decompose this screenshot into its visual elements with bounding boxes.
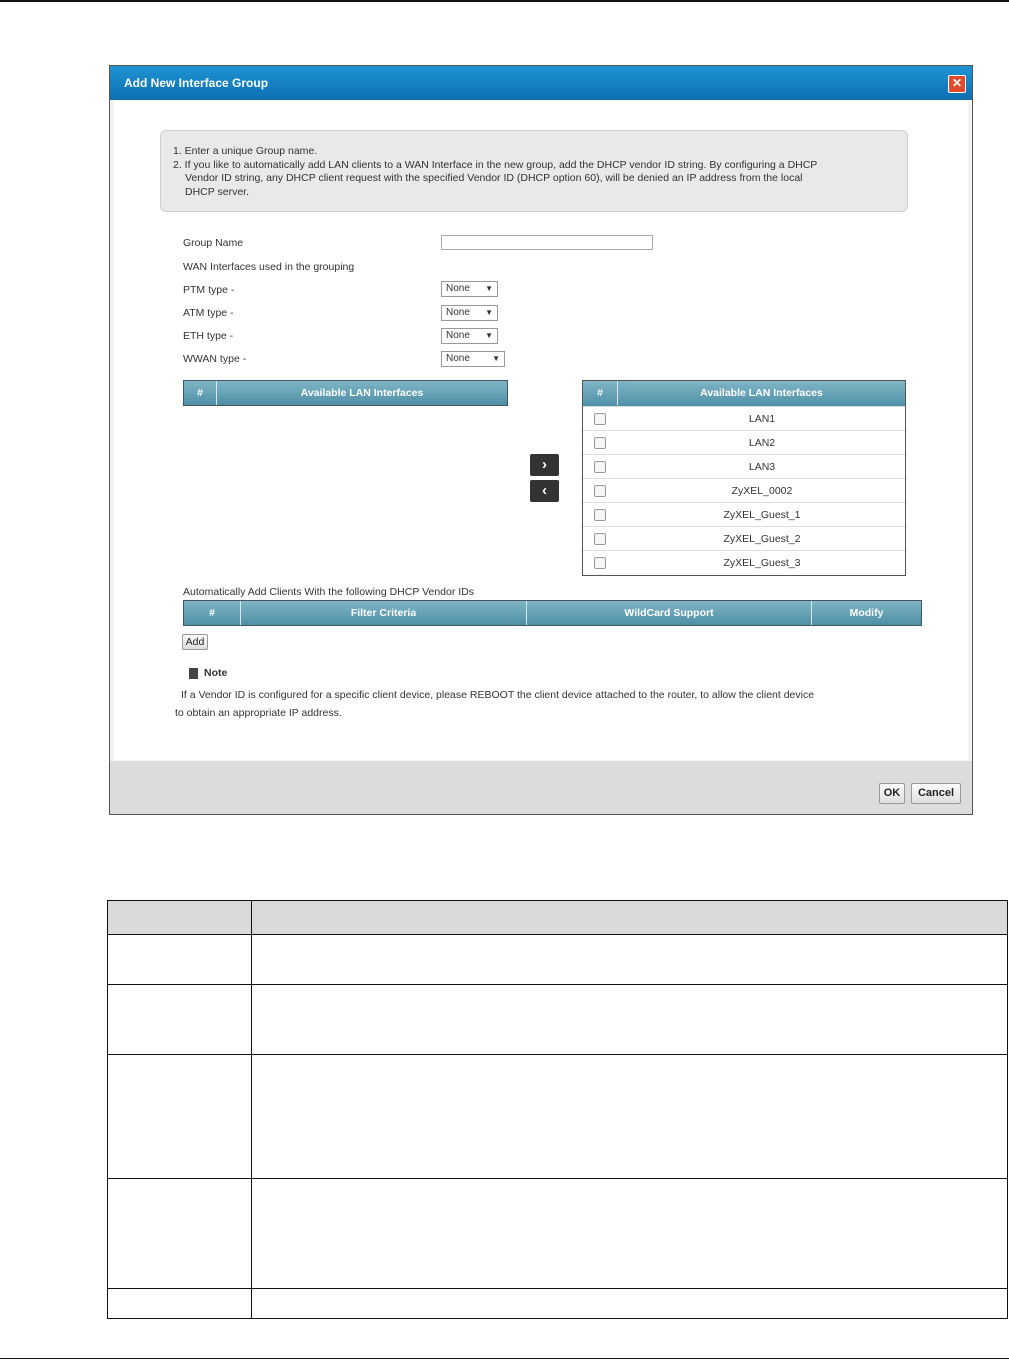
dialog-content: [114, 100, 968, 760]
instruction-line-1: 1. Enter a unique Group name.: [173, 145, 318, 157]
lan-checkbox[interactable]: [594, 533, 606, 545]
chevron-down-icon: ▼: [485, 308, 493, 317]
chevron-down-icon: ▼: [492, 354, 500, 363]
lan-checkbox[interactable]: [594, 485, 606, 497]
lan-name: ZyXEL_Guest_2: [723, 533, 801, 545]
left-col-num: #: [197, 387, 203, 399]
dialog-titlebar: [110, 66, 972, 100]
add-interface-group-dialog: [109, 65, 973, 815]
dhcp-col-modify: Modify: [849, 607, 884, 619]
lan-row: [583, 478, 905, 503]
group-name-input[interactable]: [441, 235, 653, 250]
note-icon: [189, 668, 198, 679]
instruction-line-3: Vendor ID string, any DHCP client request with the specified Vendor ID (DHCP option 60), will be denied an IP address from the local: [185, 172, 803, 184]
right-col-name: Available LAN Interfaces: [700, 387, 823, 399]
lan-name: ZyXEL_Guest_3: [723, 557, 801, 569]
ptm-type-label: PTM type -: [183, 284, 235, 296]
lan-row: [583, 430, 905, 455]
eth-type-select[interactable]: [441, 328, 498, 344]
atm-type-value: None: [446, 307, 470, 318]
lan-name: ZyXEL_0002: [731, 485, 793, 497]
right-col-num: #: [597, 387, 603, 399]
chevron-down-icon: ▼: [485, 284, 493, 293]
right-lan-table: [582, 380, 906, 576]
lan-checkbox[interactable]: [594, 557, 606, 569]
ptm-type-select[interactable]: [441, 281, 498, 297]
note-title: Note: [204, 667, 228, 679]
lan-name: LAN3: [748, 461, 776, 473]
ptm-type-value: None: [446, 283, 470, 294]
wwan-type-select[interactable]: [441, 351, 505, 367]
wwan-type-label: WWAN type -: [183, 353, 247, 365]
instruction-line-2: 2. If you like to automatically add LAN clients to a WAN Interface in the new group, add the DHCP vendor ID string. By configuring a DHCP: [173, 158, 818, 171]
lan-checkbox[interactable]: [594, 509, 606, 521]
dialog-title: Add New Interface Group: [124, 76, 269, 90]
note-line-2: to obtain an appropriate IP address.: [175, 707, 342, 719]
cancel-button[interactable]: Cancel: [911, 783, 961, 804]
move-right-button[interactable]: ›: [530, 454, 559, 476]
lan-row: [583, 526, 905, 551]
ok-button[interactable]: OK: [879, 783, 905, 804]
lan-name: LAN2: [748, 437, 776, 449]
eth-type-label: ETH type -: [183, 330, 234, 342]
wwan-type-value: None: [446, 353, 470, 364]
page-bottom-rule: [0, 1358, 1009, 1359]
dhcp-vendor-section-label: Automatically Add Clients With the following DHCP Vendor IDs: [183, 586, 475, 598]
instructions-box: [160, 130, 908, 212]
dhcp-col-filter: Filter Criteria: [350, 607, 417, 619]
move-left-button[interactable]: ‹: [530, 480, 559, 502]
right-lan-table-header: [583, 381, 905, 407]
chevron-down-icon: ▼: [485, 331, 493, 340]
instruction-line-4: DHCP server.: [185, 185, 249, 198]
atm-type-label: ATM type -: [183, 307, 234, 319]
group-name-label: Group Name: [183, 237, 244, 249]
lan-row: [583, 502, 905, 527]
eth-type-value: None: [446, 330, 470, 341]
lan-row: [583, 454, 905, 479]
description-table: [107, 900, 1008, 1319]
lan-checkbox[interactable]: [594, 413, 606, 425]
left-lan-table-header: [183, 380, 508, 406]
lan-checkbox[interactable]: [594, 437, 606, 449]
lan-checkbox[interactable]: [594, 461, 606, 473]
lan-name: ZyXEL_Guest_1: [723, 509, 801, 521]
page-top-rule: [0, 0, 1009, 2]
dialog-footer: [110, 761, 972, 814]
wan-interfaces-label: WAN Interfaces used in the grouping: [183, 261, 355, 273]
add-button[interactable]: Add: [182, 634, 208, 650]
description-table-border: [107, 900, 1008, 1319]
atm-type-select[interactable]: [441, 305, 498, 321]
lan-name: LAN1: [748, 413, 776, 425]
lan-row: [583, 406, 905, 431]
lan-row: [583, 550, 905, 575]
dhcp-col-wildcard: WildCard Support: [624, 607, 714, 619]
dhcp-vendor-table-header: [183, 600, 922, 626]
left-col-name: Available LAN Interfaces: [300, 387, 424, 399]
note-line-1: If a Vendor ID is configured for a specific client device, please REBOOT the client device attached to the router, to allow the client device: [181, 689, 815, 701]
dhcp-col-num: #: [209, 607, 215, 619]
close-icon[interactable]: ✕: [948, 75, 966, 93]
